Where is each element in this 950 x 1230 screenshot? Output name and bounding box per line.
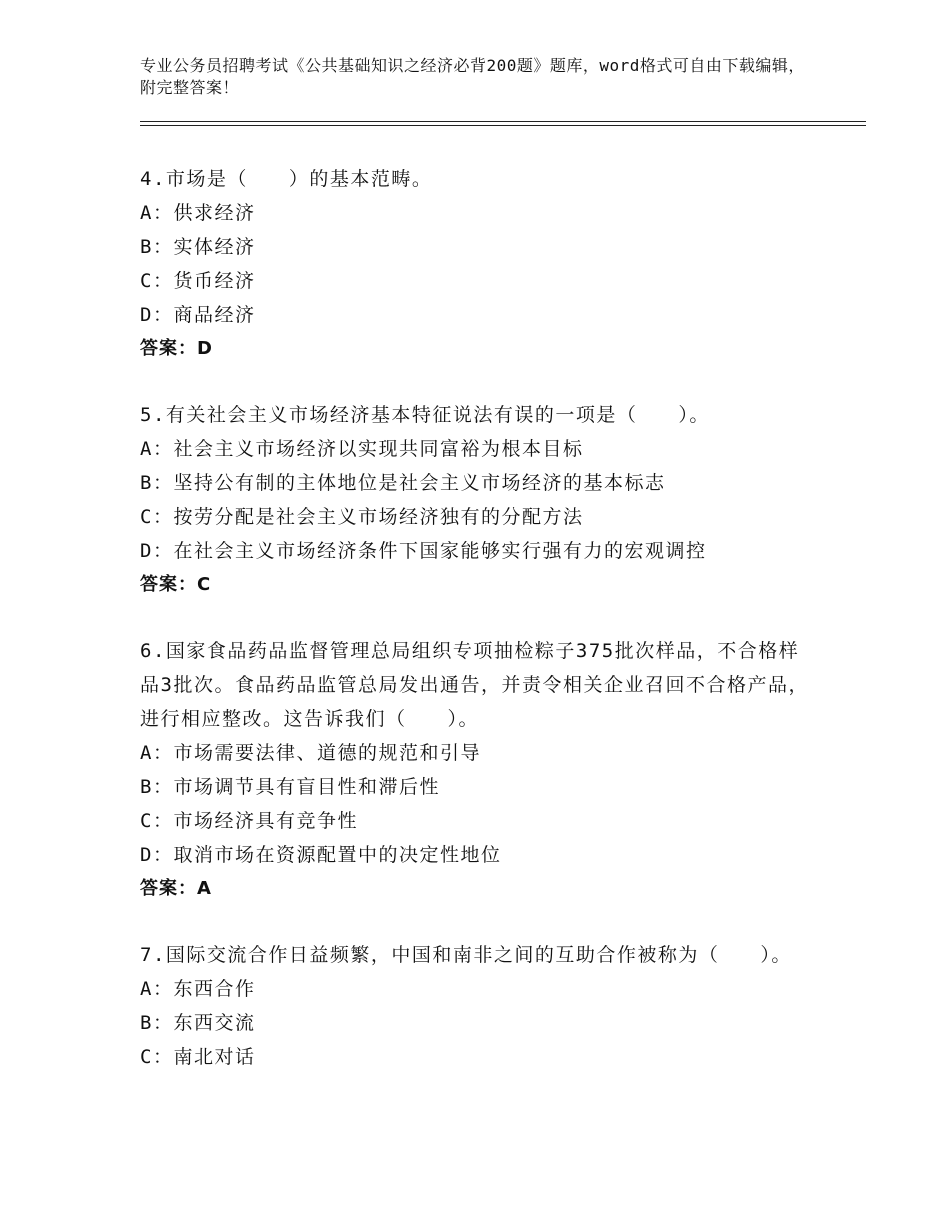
question-5 — [140, 398, 810, 602]
option-a: A：供求经济 — [140, 202, 256, 224]
option-d: D：商品经济 — [140, 304, 256, 326]
option-c: C：南北对话 — [140, 1046, 256, 1068]
question-text: 4.市场是（ ）的基本范畴。 — [140, 168, 433, 190]
question-7 — [140, 938, 810, 1074]
option-c: C：货币经济 — [140, 270, 256, 292]
question-4 — [140, 162, 810, 366]
question-list — [140, 162, 810, 1106]
header-divider-thick — [140, 121, 866, 122]
option-c: C：按劳分配是社会主义市场经济独有的分配方法 — [140, 506, 584, 528]
option-d: D：取消市场在资源配置中的决定性地位 — [140, 844, 502, 866]
option-d: D：在社会主义市场经济条件下国家能够实行强有力的宏观调控 — [140, 540, 707, 562]
option-c: C：市场经济具有竞争性 — [140, 810, 358, 832]
question-text: 7.国际交流合作日益频繁，中国和南非之间的互助合作被称为（ ）。 — [140, 944, 792, 966]
option-b: B：坚持公有制的主体地位是社会主义市场经济的基本标志 — [140, 472, 666, 494]
option-b: B：实体经济 — [140, 236, 256, 258]
question-6 — [140, 634, 810, 906]
question-text: 5.有关社会主义市场经济基本特征说法有误的一项是（ ）。 — [140, 404, 710, 426]
option-a: A：市场需要法律、道德的规范和引导 — [140, 742, 481, 764]
question-text: 6.国家食品药品监督管理总局组织专项抽检粽子375批次样品，不合格样品3批次。食品药品监管总局发出通告，并责令相关企业召回不合格产品，进行相应整改。这告诉我们（ ）。 — [140, 640, 809, 730]
option-a: A：社会主义市场经济以实现共同富裕为根本目标 — [140, 438, 584, 460]
answer-label: 答案：A — [140, 878, 212, 899]
option-b: B：市场调节具有盲目性和滞后性 — [140, 776, 440, 798]
option-b: B：东西交流 — [140, 1012, 256, 1034]
option-a: A：东西合作 — [140, 978, 256, 1000]
answer-label: 答案：D — [140, 338, 213, 359]
document-header: 专业公务员招聘考试《公共基础知识之经济必背200题》题库，word格式可自由下载编辑，附完整答案！ — [140, 56, 805, 97]
answer-label: 答案：C — [140, 574, 212, 595]
header-divider-thin — [140, 125, 866, 126]
